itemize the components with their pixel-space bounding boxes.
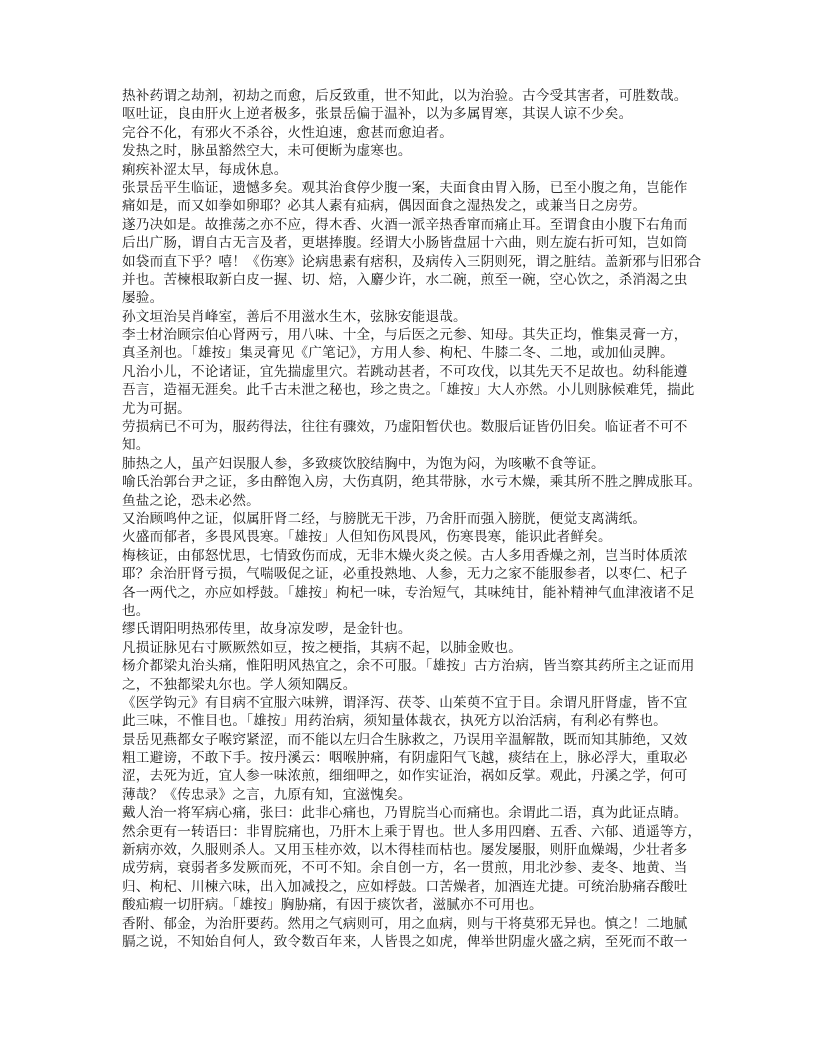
text-line: 凡损证脉见右寸厥厥然如豆，按之梗指，其病不起，以肺金败也。 <box>122 639 523 656</box>
text-line: 完谷不化，有邪火不杀谷，火性迫速，愈甚而愈迫者。 <box>122 124 454 141</box>
text-line: 肺热之人，虽产妇误服人参，多致痰饮胶结胸中，为饱为闷，为咳嗽不食等证。 <box>122 455 605 472</box>
text-line: 《医学钩元》有目病不宜服六味辨，谓泽泻、茯苓、山茱萸不宜于目。余谓凡肝肾虚，皆不宜 <box>122 694 688 711</box>
text-line: 然余更有一转语曰：非胃脘痛也，乃肝木上乘于胃也。世人多用四磨、五香、六郁、逍遥等方， <box>122 823 702 840</box>
text-line: 景岳见燕都女子喉窍紧涩，而不能以左归合生脉救之，乃误用辛温解散，既而知其肺绝，又效 <box>122 731 688 748</box>
text-line: 新病亦效，久服则杀人。又用玉桂亦效，以木得桂而枯也。屡发屡服，则肝血燥竭，少壮者多 <box>122 842 688 859</box>
text-line: 李士材治顾宗伯心肾两亏，用八味、十全，与后医之元参、知母。其失正均，惟集灵膏一方， <box>122 327 688 344</box>
text-line: 鱼盐之论，恐未必然。 <box>122 492 260 509</box>
text-line: 孙文垣治吴肖峰室，善后不用滋水生木，弦脉安能退哉。 <box>122 308 467 325</box>
text-line: 也。 <box>122 602 150 619</box>
text-line: 张景岳平生临证，遗憾多矣。观其治食停少腹一案，夫面食由胃入肠，已至小腹之角，岂能作 <box>122 179 688 196</box>
text-line: 戴人治一将军病心痛，张曰：此非心痛也，乃胃脘当心而痛也。余谓此二语，真为此证点睛。 <box>122 805 688 822</box>
text-line: 粗工避谤，不敢下手。按丹溪云：咽喉肿痛，有阴虚阳气飞越，痰结在上，脉必浮大，重取必 <box>122 750 688 767</box>
text-line: 此三味，不惟目也。「雄按」用药治病，须知量体裁衣，执死方以治活病，有利必有弊也。 <box>122 713 667 730</box>
text-line: 真圣剂也。「雄按」集灵膏见《广笔记》，方用人参、枸杞、牛膝二冬、二地，或加仙灵脾。 <box>122 345 674 362</box>
text-line: 又治顾鸣仲之证，似属肝肾二经，与膀胱无干涉，乃舍肝而强入膀胱，便觉支离满纸。 <box>122 510 647 527</box>
text-line: 呕吐证，良由肝火上逆者极多，张景岳偏于温补，以为多属胃寒，其误人谅不少矣。 <box>122 106 633 123</box>
text-line: 屡验。 <box>122 290 164 307</box>
text-line: 并也。苦楝根取新白皮一握、切、焙，入麝少许，水二碗，煎至一碗，空心饮之，杀消渴之虫 <box>122 271 688 288</box>
text-line: 喻氏治郭台尹之证，多由醉饱入房，大伤真阴，绝其带脉，水亏木燥，乘其所不胜之脾成胀耳。 <box>122 474 702 491</box>
text-line: 知。 <box>122 437 150 454</box>
text-line: 酸疝瘕一切肝病。「雄按」胸胁痛，有因于痰饮者，滋腻亦不可用也。 <box>122 897 543 914</box>
text-line: 尤为可据。 <box>122 400 191 417</box>
text-line: 后出广肠，谓自古无言及者，更堪捧腹。经谓大小肠皆盘屈十六曲，则左旋右折可知，岂如筒 <box>122 235 688 252</box>
text-line: 杨介都梁丸治头痛，惟阳明风热宜之，余不可服。「雄按」古方治病，皆当察其药所主之证而用 <box>122 658 695 675</box>
text-line: 成劳病，衰弱者多发厥而死，不可不知。余自创一方，名一贯煎，用北沙参、麦冬、地黄、当 <box>122 860 688 877</box>
text-line: 劳损病已不可为，服药得法，往往有骤效，乃虚阳暂伏也。数服后证皆仍旧矣。临证者不可不 <box>122 419 688 436</box>
text-line: 热补药谓之劫剂，初劫之而愈，后反致重，世不知此，以为治验。古今受其害者，可胜数哉。 <box>122 88 688 104</box>
text-line: 遂乃决如是。故推荡之亦不应，得木香、火酒一派辛热香窜而痛止耳。至谓食由小腹下右角而 <box>122 216 688 233</box>
text-line: 凡治小儿，不论诸证，宜先揣虚里穴。若跳动甚者，不可攻伐，以其先天不足故也。幼科能遵 <box>122 363 688 380</box>
document-page <box>122 87 702 951</box>
text-line: 发热之时，脉虽豁然空大，未可便断为虚寒也。 <box>122 143 412 160</box>
text-line: 缪氏谓阳明热邪传里，故身凉发哕，是金针也。 <box>122 621 412 638</box>
text-line: 涩，去死为近，宜人参一味浓煎，细细呷之，如作实证治，祸如反掌。观此，丹溪之学，何可 <box>122 768 688 785</box>
text-line: 膈之说，不知始自何人，致令数百年来，人皆畏之如虎，俾举世阴虚火盛之病，至死而不敢一 <box>122 933 688 950</box>
text-line: 薄哉？《传忠录》之言，九原有知，宜滋愧矣。 <box>122 786 412 803</box>
text-line: 归、枸杞、川楝六味，出入加减投之，应如桴鼓。口苦燥者，加酒连尤捷。可统治胁痛吞酸吐 <box>122 878 688 895</box>
text-line: 耶？余治肝肾亏损，气喘吸促之证，必重投熟地、人参，无力之家不能服参者，以枣仁、杞子 <box>122 566 688 583</box>
text-line: 香附、郁金，为治肝要药。然用之气病则可，用之血病，则与干将莫邪无异也。慎之！二地腻 <box>122 915 688 932</box>
text-line: 火盛而郁者，多畏风畏寒。「雄按」人但知伤风畏风，伤寒畏寒，能识此者鲜矣。 <box>122 529 612 546</box>
text-line: 之，不独都梁丸尔也。学人须知隅反。 <box>122 676 357 693</box>
text-line: 如袋而直下乎？嘻！《伤寒》论病患素有痞积，及病传入三阴则死，谓之脏结。盖新邪与旧邪合 <box>122 253 702 270</box>
text-line: 梅核证，由郁怒忧思，七情致伤而成，无非木燥火炎之候。古人多用香燥之剂，岂当时体质浓 <box>122 547 688 564</box>
text-line: 各一两代之，亦应如桴鼓。「雄按」枸杞一味，专治短气，其味纯甘，能补精神气血津液诸不足 <box>122 584 695 601</box>
text-line: 吾言，造福无涯矣。此千古未泄之秘也，珍之贵之。「雄按」大人亦然。小儿则脉候难凭，揣此 <box>122 382 695 399</box>
text-line: 痢疾补涩太早，每成休息。 <box>122 161 288 178</box>
text-line: 痛如是，而又如拳如卵耶？必其人素有疝病，偶因面食之湿热发之，或兼当日之房劳。 <box>122 198 647 215</box>
